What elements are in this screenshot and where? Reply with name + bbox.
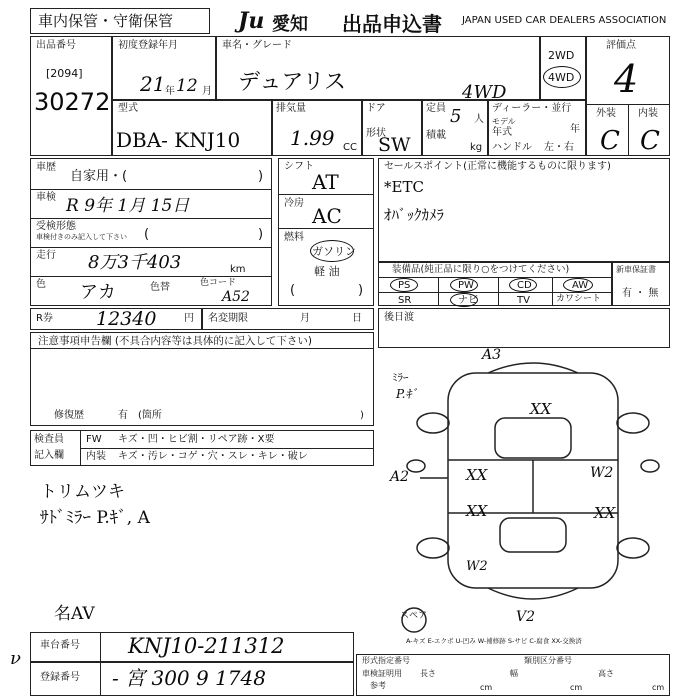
drive-2wd: 2WD	[548, 49, 575, 62]
equip-aw-circle	[563, 278, 593, 292]
equip-navi-circle	[450, 293, 478, 307]
score-value: 4	[614, 57, 639, 101]
inspector-row1-head: FW	[86, 434, 102, 445]
drive-handwritten: 4WD	[462, 82, 507, 103]
cc-unit: CC	[343, 142, 357, 153]
usage-close: )	[258, 169, 264, 184]
dt-div1	[278, 194, 374, 195]
fuel-gas: ガソリン	[312, 245, 356, 258]
equip-pw: PW	[458, 280, 474, 291]
mileage-label: 走行	[36, 250, 56, 261]
drive-4wd: 4WD	[548, 71, 575, 84]
brand-logo: Ju	[238, 8, 265, 34]
usage-label: 車歴	[36, 162, 56, 173]
recycle-value: 12340	[96, 308, 157, 330]
diag-mark-front-right: W2	[590, 465, 614, 481]
repair-value: 有	[118, 410, 128, 421]
width-unit: cm	[570, 683, 583, 692]
load-label: 積載	[426, 130, 446, 141]
margin-mark: ν	[10, 648, 21, 669]
sales-point-2: ｵﾊﾞｯｸｶﾒﾗ	[384, 206, 445, 224]
diag-mark-pgi: P.ｷﾞ	[396, 387, 418, 401]
class-no-label: 類別区分番号	[524, 656, 572, 665]
seats-value: 5	[450, 106, 462, 127]
guarantee-label: 新車保証書	[616, 265, 656, 274]
inspector-row1: キズ・凹・ヒビ割・リペア跡・X要	[118, 434, 275, 445]
cert-label: 車検証明用	[362, 669, 402, 678]
guarantee-options: 有 ・ 無	[622, 288, 659, 299]
seats-unit: 人	[474, 114, 484, 125]
model-year-label: モデル	[492, 117, 516, 126]
fuel-label: 燃料	[284, 232, 304, 243]
hist-div3	[30, 247, 272, 248]
dealer-label: ディーラー・並行	[492, 103, 572, 114]
inspector-signature: 名AV	[54, 604, 95, 624]
equip-leather: カワシート	[556, 294, 602, 304]
load-unit: kg	[470, 142, 483, 153]
hist-div4	[30, 276, 272, 277]
equip-ps-circle	[390, 278, 418, 292]
inspector-row2: キズ・汚レ・コゲ・穴・スレ・キレ・破レ	[118, 451, 308, 462]
insp-v	[80, 430, 81, 466]
first-reg-month: 12	[176, 76, 198, 96]
repair-place: (箇所	[138, 410, 162, 421]
usage-value: 自家用・(	[70, 169, 128, 184]
notes-label: 注意事項申告欄 (不具合内容等は具体的に記入して下さい)	[38, 335, 313, 347]
door-label: ドア	[366, 103, 386, 114]
equip-ps: PS	[398, 280, 411, 291]
eq-row	[378, 292, 612, 293]
shape-label: 形状	[366, 128, 386, 139]
equip-navi: ナビ	[458, 295, 478, 306]
diag-mark-rear-w2: W2	[466, 559, 488, 574]
diag-mark-rear-left: XX	[466, 502, 488, 520]
yen-unit: 円	[184, 313, 194, 324]
after-label: 後日渡	[384, 312, 414, 323]
name-change-day: 日	[352, 313, 362, 324]
model-grade-label: 車名・グレード	[222, 40, 292, 51]
plate-value: - 宮 300 9 1748	[112, 666, 266, 690]
drive-4wd-circle	[543, 66, 581, 88]
cooler-value: AC	[312, 204, 342, 228]
lot-label: 出品番号	[36, 40, 76, 51]
length-unit: cm	[480, 683, 493, 692]
shape-value: SW	[378, 134, 411, 156]
repair-close: )	[360, 410, 364, 421]
model-year-label2: 年式	[492, 127, 512, 138]
equip-pw-circle	[450, 278, 478, 292]
lot-number: 30272	[34, 88, 111, 116]
lot-sub: [2094]	[46, 67, 83, 80]
diag-mark-rear-right: XX	[594, 504, 616, 522]
repair-label: 修復歴	[54, 410, 84, 421]
eq-v1	[438, 277, 439, 306]
eq-v3	[552, 277, 553, 306]
shift-label: シフト	[284, 161, 314, 172]
type-label: 型式	[118, 103, 138, 114]
exterior-grade: C	[600, 126, 620, 156]
sales-point-1: *ETC	[384, 178, 424, 196]
name-change-label: 名変期限	[208, 313, 248, 324]
chassis-label: 車台番号	[40, 640, 80, 651]
model-name: デュアリス	[238, 70, 347, 95]
spec-no-label: 形式指定番号	[362, 656, 410, 665]
height-unit: cm	[652, 683, 665, 692]
damage-legend: A-キズ E-エクボ U-凹み W-補修跡 S-サビ C-腐食 XX-交換済	[406, 637, 582, 645]
width-label: 幅	[510, 669, 518, 678]
fuel-gas-circle	[310, 240, 354, 262]
interior-label: 内装	[638, 108, 658, 119]
association-name: JAPAN USED CAR DEALERS ASSOCIATION	[462, 15, 667, 26]
receive-sub: 車検付きのみ記入して下さい	[36, 233, 127, 241]
height-label: 高さ	[598, 669, 614, 678]
interior-grade: C	[640, 126, 660, 156]
name-change-month: 月	[300, 313, 310, 324]
score-mid	[628, 104, 629, 156]
shift-value: AT	[312, 170, 339, 194]
fuel-diesel: 軽 油	[314, 265, 340, 278]
diag-mark-a2: A2	[390, 469, 410, 485]
score-label: 評価点	[606, 40, 636, 51]
length-label: 長さ	[420, 669, 436, 678]
color-change-label: 色替	[150, 282, 170, 293]
dt-div2	[278, 228, 374, 229]
car-diagram	[400, 348, 680, 638]
inspector-row2-head: 内装	[86, 451, 106, 462]
chassis-value: KNJ10-211312	[128, 634, 285, 658]
exterior-label: 外装	[596, 108, 616, 119]
first-reg-month-unit: 月	[202, 86, 212, 97]
storage-label: 車内保管・守衛保管	[38, 12, 174, 30]
equip-cd-circle	[509, 278, 537, 292]
plate-label: 登録番号	[40, 672, 80, 683]
notes-div	[30, 348, 374, 349]
inspector-note-2: ｻﾄﾞﾐﾗｰ P.ｷﾞ, A	[40, 508, 150, 528]
receive-close: )	[258, 227, 264, 242]
hist-div2	[30, 218, 272, 219]
km-unit: km	[230, 264, 246, 275]
inspector-label1: 検査員	[34, 434, 64, 445]
first-reg-label: 初度登録年月	[118, 40, 178, 51]
ref-label: 参考	[370, 681, 386, 690]
inspector-note-1: トリムツキ	[40, 482, 125, 502]
first-reg-year-unit: 年	[165, 86, 175, 97]
equip-sr: SR	[398, 295, 412, 306]
hist-div1	[30, 189, 272, 190]
diag-mark-hood: XX	[530, 400, 552, 418]
color-label: 色	[36, 279, 46, 290]
insp-div	[80, 448, 374, 449]
mileage-value: 8万3千403	[88, 252, 182, 273]
spare-label: スペア	[400, 611, 428, 621]
diag-mark-front-left: XX	[466, 466, 488, 484]
first-reg-year: 21	[140, 72, 166, 96]
inspector-label2: 記入欄	[34, 450, 64, 461]
handle-options: 左・右	[544, 142, 574, 153]
brand-city: 愛知	[272, 14, 308, 35]
equip-tv: TV	[517, 295, 530, 306]
diag-mark-mirror: ﾐﾗｰ	[392, 371, 409, 384]
model-year-unit: 年	[570, 124, 580, 135]
equip-aw: AW	[572, 280, 589, 291]
diag-mark-v2: V2	[516, 609, 536, 625]
type-value: DBA- KNJ10	[116, 128, 241, 152]
color-code-label: 色コード	[200, 278, 237, 288]
sales-points-label: セールスポイント(正常に機能するものに限ります)	[384, 161, 611, 172]
after-box	[378, 308, 670, 348]
fuel-open: (	[290, 283, 296, 298]
equipment-label: 装備品(純正品に限り○をつけてください)	[392, 264, 570, 275]
receive-label: 受検形態	[36, 221, 76, 232]
disp-value: 1.99	[290, 126, 335, 150]
recycle-label: R券	[36, 313, 53, 324]
fuel-close: )	[358, 283, 364, 298]
eq-v2	[498, 277, 499, 306]
handle-label: ハンドル	[492, 142, 532, 153]
equip-cd: CD	[517, 280, 532, 291]
color-value: アカ	[80, 282, 116, 303]
form-title: 出品申込書	[342, 12, 442, 36]
disp-label: 排気量	[276, 103, 306, 114]
cooler-label: 冷房	[284, 198, 304, 209]
diag-mark-a3: A3	[482, 347, 502, 363]
receive-open: (	[144, 227, 150, 242]
inspection-label: 車検	[36, 192, 56, 203]
seats-label: 定員	[426, 103, 446, 114]
color-code-value: A52	[222, 289, 250, 305]
inspection-value: R 9年 1月 15日	[66, 196, 190, 216]
